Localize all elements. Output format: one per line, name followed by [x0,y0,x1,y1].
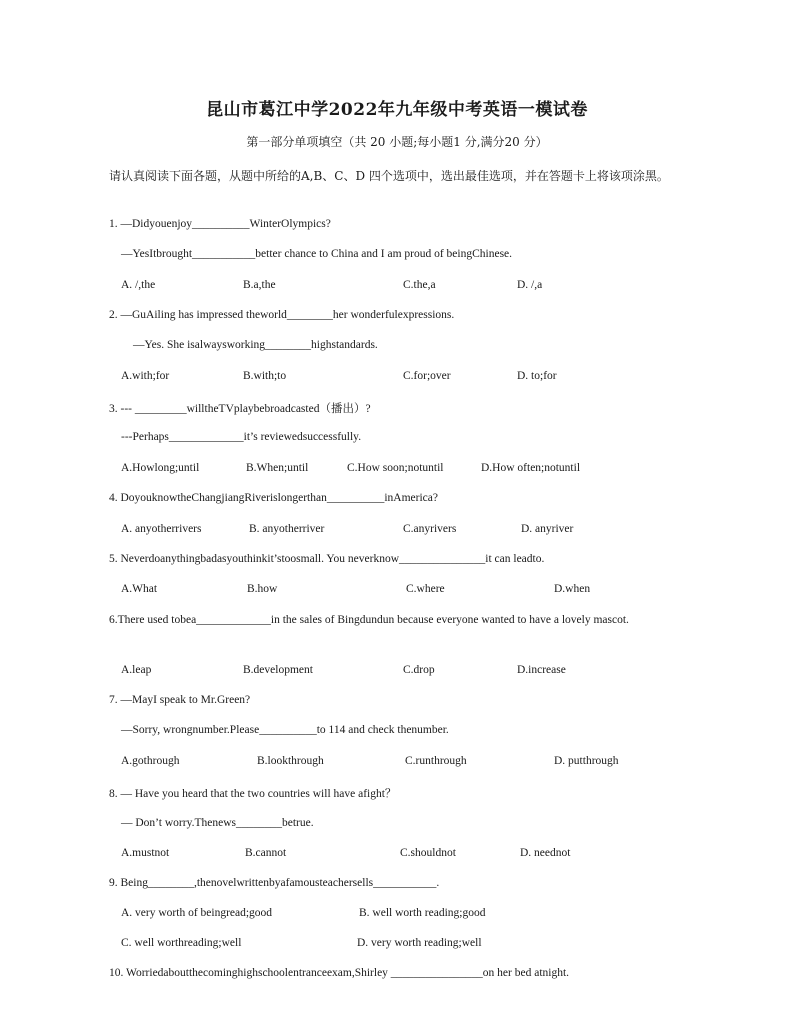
question-7-option-d: D. putthrough [554,755,619,767]
question-3-option-d: D.How often;notuntil [481,462,581,474]
question-7-option-a: A.gothrough [121,755,180,767]
question-8-option-a: A.mustnot [121,847,170,859]
question-9-option-c: C. well worthreading;well [121,937,242,949]
question-3-option-c: C.How soon;notuntil [347,462,444,474]
question-7-response: —Sorry, wrongnumber.Please__________to 114 and check thenumber. [121,724,449,736]
question-9-option-b: B. well worth reading;good [359,907,486,919]
question-3-option-b: B.When;until [246,462,309,474]
question-5-option-b: B.how [247,583,278,595]
question-6-option-c: C.drop [403,664,435,676]
exam-title: 昆山市葛江中学2022年九年级中考英语一模试卷 [206,100,588,120]
question-1-option-c: C.the,a [403,279,436,291]
question-5-stem: 5. Neverdoanythingbadasyouthinkit’stoosmall. You neverknow_______________it can leadto. [109,553,545,565]
question-7-stem: 7. —MayI speak to Mr.Green? [109,694,251,706]
question-3-stem: 3. --- _________willtheTVplaybebroadcasted（播出）? [109,403,371,415]
question-2-response: —Yes. She isalwaysworking________highstandards. [133,339,378,351]
question-6-option-b: B.development [243,664,313,676]
question-1-stem: 1. —Didyouenjoy__________WinterOlympics? [109,218,331,230]
question-5-option-d: D.when [554,583,591,595]
question-8-stem: 8. — Have you heard that the two countries will have afight？ [109,788,397,800]
question-3-option-a: A.Howlong;until [121,462,200,474]
question-2-option-a: A.with;for [121,370,170,382]
question-6-option-a: A.leap [121,664,152,676]
question-2-stem: 2. —GuAiling has impressed theworld________her wonderfulexpressions. [109,309,455,321]
question-9-stem: 9. Being________,thenovelwrittenbyafamousteachersells___________. [109,877,440,889]
question-8-option-d: D. neednot [520,847,571,859]
question-8-option-c: C.shouldnot [400,847,456,859]
question-4-option-c: C.anyrivers [403,523,457,535]
question-5-option-a: A.What [121,583,158,595]
question-9-option-a: A. very worth of beingread;good [121,907,273,919]
question-7-option-c: C.runthrough [405,755,467,767]
question-8-response: — Don’t worry.Thenews________betrue. [121,817,314,829]
question-4-option-a: A. anyotherrivers [121,523,202,535]
question-3-response: ---Perhaps_____________it’s reviewedsuccessfully. [121,431,362,443]
question-6-stem: 6.There used tobea_____________in the sales of Bingdundun because everyone wanted to have a lovely mascot. [109,614,629,626]
question-5-option-c: C.where [406,583,445,595]
question-1-response: —YesItbrought___________better chance to China and I am proud of beingChinese. [121,248,513,260]
question-9-option-d: D. very worth reading;well [357,937,482,949]
question-6-option-d: D.increase [517,664,566,676]
question-1-option-b: B.a,the [243,279,276,291]
question-7-option-b: B.lookthrough [257,755,324,767]
question-10-stem: 10. Worriedaboutthecominghighschoolentranceexam,Shirley ________________on her bed atnight. [109,967,570,979]
question-1-option-d: D. /,a [517,279,543,291]
question-2-option-d: D. to;for [517,370,557,382]
question-4-option-d: D. anyriver [521,523,574,535]
question-2-option-c: C.for;over [403,370,451,382]
instructions-text: 请认真阅读下面各题，从题中所给的A,B、C、D 四个选项中，选出最佳选项，并在答题卡上将该项涂黑。 [109,169,669,183]
question-4-stem: 4. DoyouknowtheChangjiangRiverislongerthan__________inAmerica? [109,492,438,504]
question-2-option-b: B.with;to [243,370,287,382]
section-heading: 第一部分单项填空（共 20 小题;每小题1 分,满分20 分） [246,135,548,149]
question-4-option-b: B. anyotherriver [249,523,325,535]
question-1-option-a: A. /,the [121,279,156,291]
question-8-option-b: B.cannot [245,847,287,859]
